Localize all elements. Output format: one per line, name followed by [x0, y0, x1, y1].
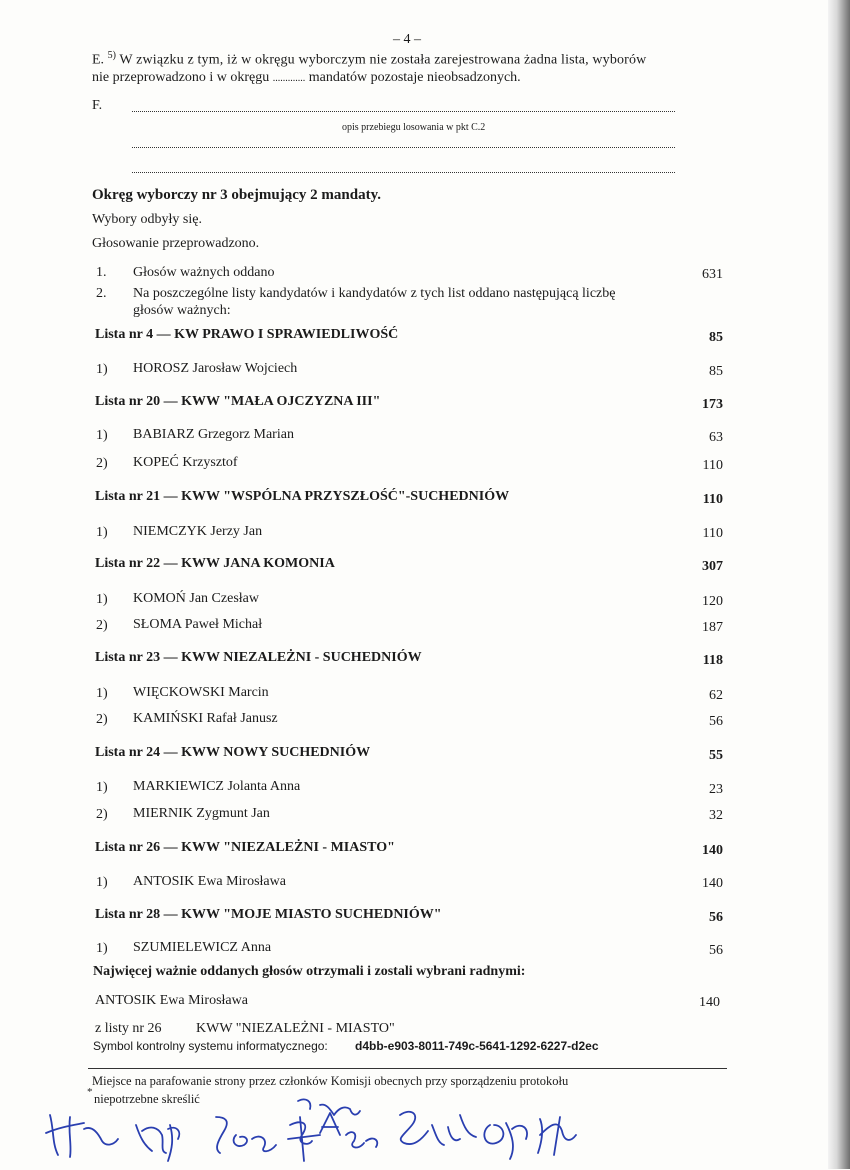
footer-rule: [88, 1068, 727, 1069]
list-total: 55: [709, 748, 723, 763]
candidate-votes: 23: [709, 782, 723, 797]
candidate-name: SŁOMA Paweł Michał: [133, 617, 263, 632]
section-e-text2b: mandatów pozostaje nieobsadzonych.: [308, 70, 521, 85]
candidate-number: 2): [96, 712, 108, 727]
list-title: Lista nr 20 — KWW "MAŁA OJCZYZNA III": [95, 394, 381, 409]
candidate-name: MIERNIK Zygmunt Jan: [133, 806, 270, 821]
item1-text: Głosów ważnych oddano: [133, 265, 275, 280]
handwritten-initials: [40, 1095, 600, 1165]
district-heading: Okręg wyborczy nr 3 obejmujący 2 mandaty.: [92, 187, 382, 203]
candidate-votes: 56: [709, 943, 723, 958]
footer-asterisk: *: [87, 1086, 93, 1098]
item2-line1: Na poszczególne listy kandydatów i kandydatów z tych list oddano następującą liczbę: [133, 286, 616, 301]
candidate-number: 2): [96, 807, 108, 822]
elected-name: ANTOSIK Ewa Mirosława: [95, 993, 248, 1008]
candidate-number: 1): [96, 525, 108, 540]
candidate-votes: 110: [702, 526, 723, 541]
footer-strike-note: niepotrzebne skreślić: [94, 1092, 200, 1106]
list-total: 56: [709, 910, 723, 925]
item2-number: 2.: [96, 286, 107, 301]
control-symbol-value: d4bb-e903-8011-749c-5641-1292-6227-d2ec: [355, 1039, 599, 1053]
list-title: Lista nr 21 — KWW "WSPÓLNA PRZYSZŁOŚĆ"-SUCHEDNIÓW: [95, 489, 510, 504]
candidate-votes: 63: [709, 430, 723, 445]
candidate-name: BABIARZ Grzegorz Marian: [133, 427, 294, 442]
elected-heading: Najwięcej ważnie oddanych głosów otrzymali i zostali wybrani radnymi:: [93, 964, 526, 979]
candidate-votes: 187: [702, 620, 723, 635]
candidate-number: 1): [96, 686, 108, 701]
district-status-voting: Głosowanie przeprowadzono.: [92, 236, 260, 251]
footnote-ref: 5): [107, 50, 116, 61]
elected-votes: 140: [699, 995, 720, 1010]
scan-edge-shadow: [828, 0, 850, 1169]
list-total: 140: [702, 843, 723, 858]
list-title: Lista nr 22 — KWW JANA KOMONIA: [95, 556, 335, 571]
candidate-name: ANTOSIK Ewa Mirosława: [133, 874, 286, 889]
candidate-votes: 56: [709, 714, 723, 729]
list-total: 110: [702, 492, 723, 507]
section-e-line1: [92, 50, 646, 69]
section-f-dotline-3: [132, 172, 675, 173]
section-e-line2: [92, 70, 521, 86]
item1-number: 1.: [96, 265, 107, 280]
page-number: – 4 –: [393, 32, 421, 47]
candidate-name: SZUMIELEWICZ Anna: [133, 940, 272, 955]
candidate-name: WIĘCKOWSKI Marcin: [133, 685, 269, 700]
list-title: Lista nr 23 — KWW NIEZALEŻNI - SUCHEDNIÓW: [95, 650, 422, 665]
section-e-text2a: nie przeprowadzono i w okręgu: [92, 70, 270, 85]
candidate-votes: 110: [702, 458, 723, 473]
candidate-name: KOPEĆ Krzysztof: [133, 455, 238, 470]
footer-initials-note: Miejsce na parafowanie strony przez członków Komisji obecnych przy sporządzeniu protokołu: [92, 1074, 569, 1088]
section-f-dotline-2: [132, 147, 675, 148]
list-title: Lista nr 28 — KWW "MOJE MIASTO SUCHEDNIÓW": [95, 907, 442, 922]
candidate-number: 1): [96, 592, 108, 607]
candidate-name: KOMOŃ Jan Czesław: [133, 591, 259, 606]
candidate-votes: 120: [702, 594, 723, 609]
elected-from-list: z listy nr 26: [95, 1021, 162, 1036]
section-e-blank: .............: [272, 73, 306, 84]
list-title: Lista nr 4 — KW PRAWO I SPRAWIEDLIWOŚĆ: [95, 327, 399, 342]
list-title: Lista nr 26 — KWW "NIEZALEŻNI - MIASTO": [95, 840, 395, 855]
item1-value: 631: [702, 267, 723, 282]
section-e-marker: E.: [92, 52, 105, 68]
list-total: 173: [702, 397, 723, 412]
list-total: 85: [709, 330, 723, 345]
candidate-votes: 32: [709, 808, 723, 823]
candidate-name: NIEMCZYK Jerzy Jan: [133, 524, 263, 539]
candidate-number: 1): [96, 362, 108, 377]
candidate-number: 1): [96, 941, 108, 956]
list-title: Lista nr 24 — KWW NOWY SUCHEDNIÓW: [95, 745, 371, 760]
district-status-held: Wybory odbyły się.: [92, 212, 202, 227]
section-f-marker: F.: [92, 98, 103, 113]
candidate-number: 1): [96, 875, 108, 890]
elected-committee: KWW "NIEZALEŻNI - MIASTO": [196, 1021, 395, 1036]
section-f-caption: opis przebiegu losowania w pkt C.2: [342, 122, 486, 133]
candidate-name: KAMIŃSKI Rafał Janusz: [133, 711, 278, 726]
control-symbol-label: Symbol kontrolny systemu informatycznego:: [93, 1039, 328, 1053]
candidate-name: MARKIEWICZ Jolanta Anna: [133, 779, 301, 794]
item2-line2: głosów ważnych:: [133, 303, 231, 318]
candidate-number: 1): [96, 428, 108, 443]
list-total: 118: [702, 653, 723, 668]
candidate-votes: 62: [709, 688, 723, 703]
candidate-number: 1): [96, 780, 108, 795]
candidate-votes: 85: [709, 364, 723, 379]
candidate-name: HOROSZ Jarosław Wojciech: [133, 361, 298, 376]
section-f-dotline-1: [132, 111, 675, 112]
candidate-number: 2): [96, 618, 108, 633]
section-e-text1: W związku z tym, iż w okręgu wyborczym nie została zarejestrowana żadna lista, wyborów: [119, 52, 647, 68]
candidate-votes: 140: [702, 876, 723, 891]
candidate-number: 2): [96, 456, 108, 471]
list-total: 307: [702, 559, 723, 574]
